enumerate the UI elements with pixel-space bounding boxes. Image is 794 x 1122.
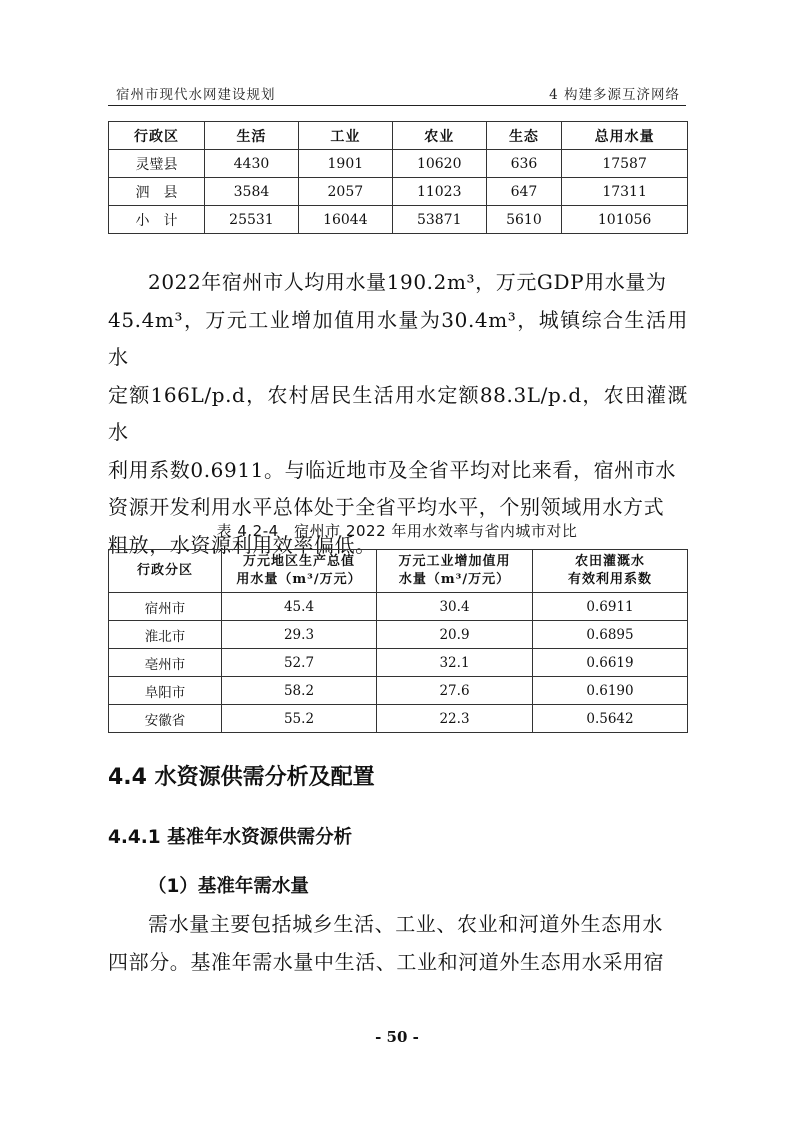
- table-caption: 表 4.2-4 宿州市 2022 年用水效率与省内城市对比: [216, 522, 578, 540]
- table-cell: 淮北市: [109, 621, 222, 649]
- header-divider: [108, 105, 686, 106]
- table-cell: 1901: [298, 150, 392, 178]
- table-cell: 636: [486, 150, 562, 178]
- table-cell: 647: [486, 178, 562, 206]
- table-header-cell: 农业: [392, 122, 486, 150]
- table-cell: 30.4: [377, 593, 533, 621]
- paragraph-line: 资源开发利用水平总体处于全省平均水平，个别领域用水方式: [108, 495, 665, 519]
- table-cell: 0.6619: [533, 649, 688, 677]
- table-header-row: [109, 550, 688, 593]
- paragraph-line: 45.4m³，万元工业增加值用水量为30.4m³，城镇综合生活用水: [108, 307, 688, 369]
- table-header-cell: 总用水量: [562, 122, 688, 150]
- table-cell: 5610: [486, 206, 562, 234]
- table-header-cell: 农田灌溉水 有效利用系数: [533, 550, 688, 593]
- water-use-table: [108, 121, 688, 234]
- table-row: [109, 206, 688, 234]
- table-cell: 小 计: [109, 206, 205, 234]
- table-cell: 16044: [298, 206, 392, 234]
- table-header-cell: 工业: [298, 122, 392, 150]
- table-cell: 0.6911: [533, 593, 688, 621]
- table-header-cell: 行政区: [109, 122, 205, 150]
- page-number: - 50 -: [375, 1028, 419, 1046]
- table-cell: 55.2: [222, 705, 377, 733]
- paragraph-line: 定额166L/p.d，农村居民生活用水定额88.3L/p.d，农田灌溉水: [108, 382, 688, 444]
- subsubsection-heading: （1）基准年需水量: [148, 876, 309, 897]
- table-row: [109, 593, 688, 621]
- table-cell: 25531: [205, 206, 299, 234]
- table-cell: 17311: [562, 178, 688, 206]
- table-cell: 3584: [205, 178, 299, 206]
- table-cell: 0.5642: [533, 705, 688, 733]
- paragraph-line: 利用系数0.6911。与临近地市及全省平均对比来看，宿州市水: [108, 457, 676, 482]
- table-cell: 4430: [205, 150, 299, 178]
- table-cell: 20.9: [377, 621, 533, 649]
- table-cell: 45.4: [222, 593, 377, 621]
- table-cell: 0.6895: [533, 621, 688, 649]
- table-cell: 32.1: [377, 649, 533, 677]
- table-row: [109, 178, 688, 206]
- section-heading: 4.4 水资源供需分析及配置: [108, 765, 375, 790]
- efficiency-paragraph: [108, 264, 688, 564]
- table-header-cell: 万元地区生产总值 用水量（m³/万元）: [222, 550, 377, 593]
- table-row: [109, 705, 688, 733]
- table-cell: 53871: [392, 206, 486, 234]
- table-cell: 11023: [392, 178, 486, 206]
- table-header-cell: 行政分区: [109, 550, 222, 593]
- table-cell: 22.3: [377, 705, 533, 733]
- subsection-heading: 4.4.1 基准年水资源供需分析: [108, 827, 353, 848]
- table-header-cell: 生态: [486, 122, 562, 150]
- table-cell: 17587: [562, 150, 688, 178]
- table-cell: 52.7: [222, 649, 377, 677]
- table-cell: 101056: [562, 206, 688, 234]
- table-cell: 27.6: [377, 677, 533, 705]
- table-cell: 2057: [298, 178, 392, 206]
- table-cell: 宿州市: [109, 593, 222, 621]
- paragraph-line: 2022年宿州市人均用水量190.2m³，万元GDP用水量为: [148, 270, 667, 294]
- efficiency-comparison-table: [108, 549, 688, 733]
- table-cell: 58.2: [222, 677, 377, 705]
- table-row: [109, 649, 688, 677]
- paragraph-line: 粗放，水资源利用效率偏低。: [108, 532, 376, 557]
- table-cell: 灵璧县: [109, 150, 205, 178]
- paragraph-line: 四部分。基准年需水量中生活、工业和河道外生态用水采用宿: [108, 949, 665, 974]
- table-cell: 亳州市: [109, 649, 222, 677]
- header-chapter: 4 构建多源互济网络: [549, 87, 680, 103]
- table-row: [109, 621, 688, 649]
- table-cell: 0.6190: [533, 677, 688, 705]
- table-cell: 10620: [392, 150, 486, 178]
- table-cell: 29.3: [222, 621, 377, 649]
- table-row: [109, 150, 688, 178]
- table-header-row: [109, 122, 688, 150]
- demand-paragraph: [108, 906, 688, 981]
- table-cell: 阜阳市: [109, 677, 222, 705]
- table-header-cell: 生活: [205, 122, 299, 150]
- table-row: [109, 677, 688, 705]
- table-cell: 泗 县: [109, 178, 205, 206]
- header-title: 宿州市现代水网建设规划: [116, 87, 276, 103]
- paragraph-line: 需水量主要包括城乡生活、工业、农业和河道外生态用水: [148, 912, 663, 936]
- table-cell: 安徽省: [109, 705, 222, 733]
- table-header-cell: 万元工业增加值用 水量（m³/万元）: [377, 550, 533, 593]
